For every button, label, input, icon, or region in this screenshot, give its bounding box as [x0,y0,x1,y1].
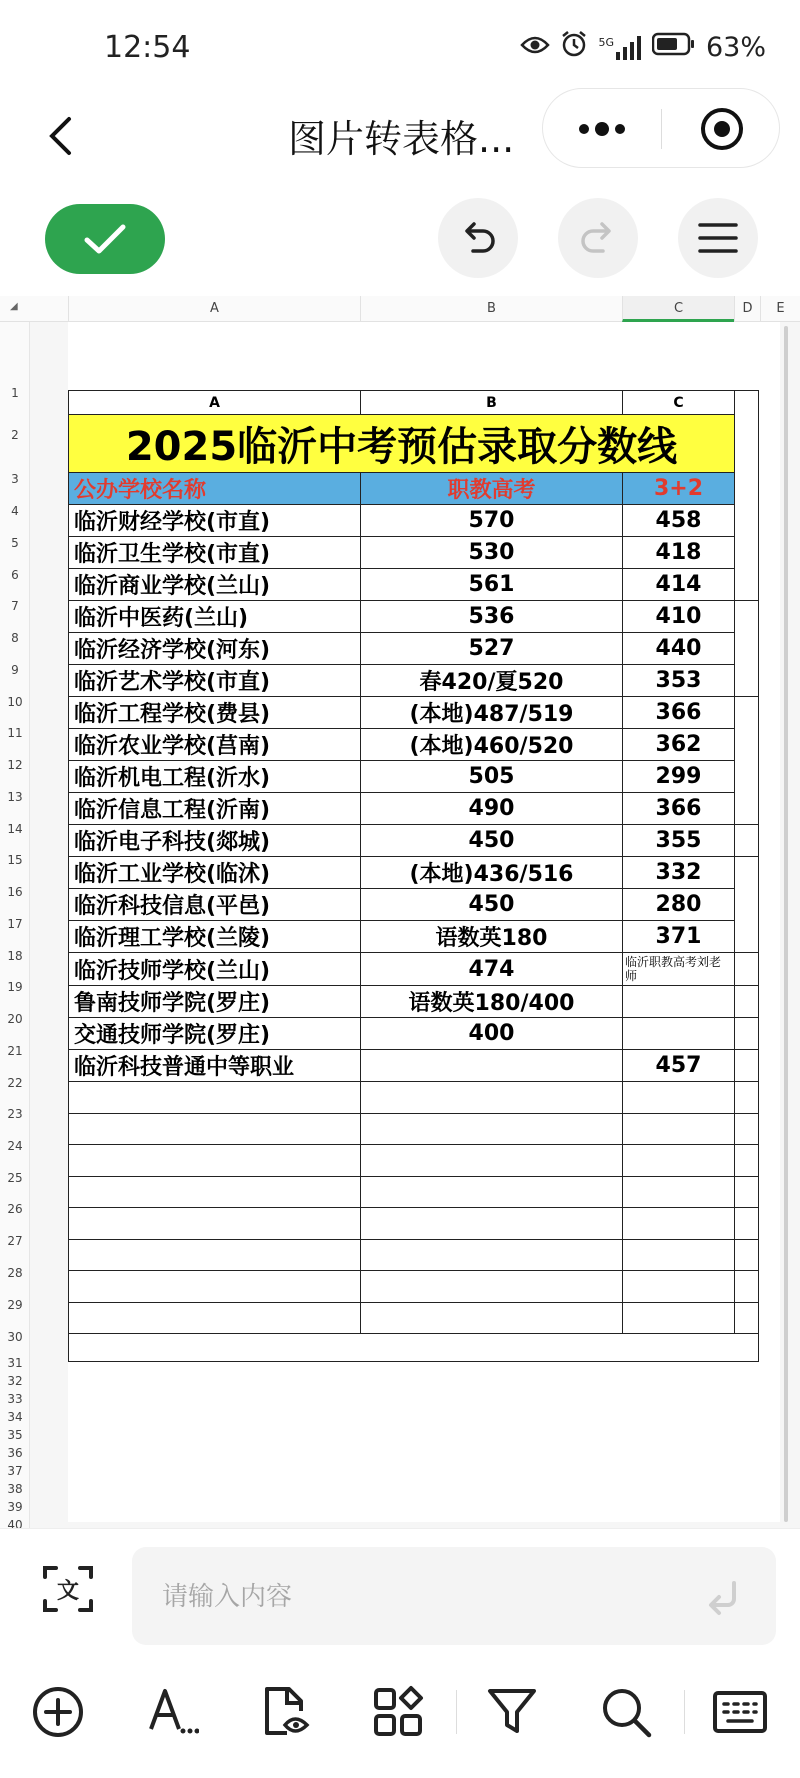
cell[interactable]: 临沂电子科技(郯城) [69,825,361,857]
check-icon [83,222,127,256]
cell[interactable]: (本地)487/519 [361,697,623,729]
row-number[interactable]: 1 [11,386,19,400]
cell[interactable]: 280 [623,889,735,921]
undo-button[interactable] [438,198,518,278]
cell[interactable] [69,1239,361,1271]
row-number[interactable]: 3 [11,472,19,486]
data-table [68,390,759,1362]
table-row [69,1113,759,1145]
row-number[interactable]: 27 [7,1234,23,1248]
cell[interactable]: 505 [361,761,623,793]
cell[interactable] [69,1271,361,1303]
cell[interactable] [623,1082,735,1114]
cell[interactable] [69,1334,759,1362]
row-number[interactable]: 30 [7,1330,23,1344]
preview-button[interactable] [254,1680,318,1744]
cell[interactable]: 临沂商业学校(兰山) [69,569,361,601]
cell[interactable]: 临沂技师学校(兰山) [69,953,361,986]
cell[interactable] [735,857,759,953]
alarm-icon [560,30,588,65]
cell[interactable] [735,953,759,986]
cell[interactable] [623,1176,735,1208]
more-icon [577,122,627,136]
table-row [69,1208,759,1240]
column-header-b[interactable]: B [360,296,622,322]
cell[interactable]: 临沂工业学校(临沭) [69,857,361,889]
row-number[interactable]: 24 [7,1139,23,1153]
cell[interactable]: 570 [361,505,623,537]
row-number[interactable]: 7 [11,599,19,613]
status-bar [0,0,800,96]
row-number[interactable]: 36 [7,1446,23,1460]
cell[interactable]: 语数英180/400 [361,986,623,1018]
cell[interactable] [361,1208,623,1240]
cell[interactable]: 鲁南技师学院(罗庄) [69,986,361,1018]
redo-icon [577,217,619,259]
cell[interactable]: 353 [623,665,735,697]
cell[interactable] [735,601,759,697]
row-number[interactable]: 12 [7,758,23,772]
cell[interactable]: 临沂财经学校(市直) [69,505,361,537]
cell[interactable]: 474 [361,953,623,986]
cell[interactable] [735,391,759,601]
toolbar-divider [684,1690,685,1734]
row-number[interactable]: 18 [7,949,23,963]
row-number[interactable]: 4 [11,504,19,518]
cell[interactable] [623,1239,735,1271]
header [0,88,800,192]
row-number[interactable]: 6 [11,568,19,582]
table-row [69,921,759,953]
cell[interactable]: (本地)460/520 [361,729,623,761]
cell[interactable]: 公办学校名称 [69,473,361,505]
cell[interactable]: 临沂信息工程(沂南) [69,793,361,825]
back-button[interactable] [30,106,90,166]
table-row [69,633,759,665]
cell[interactable] [361,1239,623,1271]
cell[interactable] [623,986,735,1018]
table-row [69,729,759,761]
cell[interactable]: A [69,391,361,415]
table-row [69,761,759,793]
cell[interactable] [69,1145,361,1177]
cell[interactable]: 临沂卫生学校(市直) [69,537,361,569]
row-number[interactable]: 32 [7,1374,23,1388]
table-row [69,1082,759,1114]
cell[interactable]: 400 [361,1018,623,1050]
row-number[interactable]: 8 [11,631,19,645]
cell[interactable]: 362 [623,729,735,761]
menu-button[interactable] [678,198,758,278]
row-number[interactable]: 33 [7,1392,23,1406]
row-number[interactable]: 17 [7,917,23,931]
cell[interactable]: 457 [623,1050,735,1082]
row-number[interactable]: 16 [7,885,23,899]
cell[interactable] [735,1050,759,1082]
cell[interactable] [361,1050,623,1082]
cell[interactable]: 450 [361,889,623,921]
row-number[interactable]: 25 [7,1171,23,1185]
cell[interactable]: 536 [361,601,623,633]
cell[interactable] [69,1208,361,1240]
row-number[interactable]: 34 [7,1410,23,1424]
capsule-divider [661,109,662,149]
cell[interactable] [735,1145,759,1177]
network-label: 5G [598,35,614,49]
cell[interactable] [361,1302,623,1334]
cell[interactable]: 临沂机电工程(沂水) [69,761,361,793]
cell[interactable] [69,1113,361,1145]
status-time: 12:54 [104,30,191,65]
font-icon [145,1685,199,1739]
row-number[interactable]: 14 [7,822,23,836]
table-row [69,1271,759,1303]
table-row [69,1302,759,1334]
table-row [69,953,759,986]
confirm-button[interactable] [45,204,165,274]
row-number[interactable]: 9 [11,663,19,677]
cell[interactable] [735,986,759,1018]
row-header-bar [0,322,30,1528]
row-number[interactable]: 23 [7,1107,23,1121]
row-number[interactable]: 21 [7,1044,23,1058]
row-number[interactable]: 31 [7,1356,23,1370]
cell[interactable] [361,1176,623,1208]
cell[interactable]: 371 [623,921,735,953]
cell[interactable]: (本地)436/516 [361,857,623,889]
apps-icon [371,1685,425,1739]
row-number[interactable]: 37 [7,1464,23,1478]
table-row [69,1050,759,1082]
table-row [69,601,759,633]
cell[interactable]: 414 [623,569,735,601]
battery-icon [652,32,696,63]
cell[interactable]: 临沂理工学校(兰陵) [69,921,361,953]
cell[interactable] [623,1302,735,1334]
apps-button[interactable] [366,1680,430,1744]
chevron-left-icon [47,116,73,156]
page-title: 图片转表格... [288,117,515,161]
row-number[interactable]: 11 [7,726,23,740]
cell[interactable]: 527 [361,633,623,665]
close-button[interactable] [663,89,781,169]
row-number[interactable]: 28 [7,1266,23,1280]
cell[interactable]: 临沂职教高考刘老师 [623,953,735,986]
redo-button[interactable] [558,198,638,278]
cell[interactable]: 366 [623,697,735,729]
cell[interactable] [361,1145,623,1177]
row-number[interactable]: 2 [11,428,19,442]
row-number[interactable]: 10 [7,695,23,709]
search-icon [599,1685,653,1739]
row-number[interactable]: 15 [7,853,23,867]
spreadsheet[interactable] [0,296,800,1528]
cell[interactable]: 临沂中医药(兰山) [69,601,361,633]
row-number[interactable]: 5 [11,536,19,550]
table-row [69,537,759,569]
status-icons [520,30,766,65]
cell[interactable]: 366 [623,793,735,825]
cell[interactable] [735,1271,759,1303]
input-bar [0,1528,800,1648]
cell[interactable]: 临沂工程学校(费县) [69,697,361,729]
cell[interactable] [735,1018,759,1050]
table-row [69,1334,759,1362]
hamburger-icon [698,221,738,255]
table-row [69,391,759,415]
table-row [69,793,759,825]
cell[interactable]: 410 [623,601,735,633]
content-input[interactable] [162,1577,682,1617]
bottom-toolbar [0,1660,800,1778]
column-header-d[interactable]: D [734,296,760,322]
filter-button[interactable] [480,1680,544,1744]
battery-percent: 63% [705,32,766,63]
cell[interactable] [361,1271,623,1303]
column-header-a[interactable]: A [68,296,360,322]
more-button[interactable] [543,89,661,169]
table-row [69,825,759,857]
row-number[interactable]: 40 [7,1518,23,1528]
cell[interactable]: C [623,391,735,415]
cell[interactable] [361,1113,623,1145]
mini-program-capsule [542,88,780,168]
edit-toolbar [0,196,800,286]
content-input-box [132,1547,776,1645]
cell[interactable]: 交通技师学院(罗庄) [69,1018,361,1050]
cell[interactable] [735,697,759,825]
cell[interactable] [735,1113,759,1145]
cell[interactable] [623,1271,735,1303]
cell[interactable]: 418 [623,537,735,569]
row-number[interactable]: 35 [7,1428,23,1442]
search-button[interactable] [594,1680,658,1744]
table-row [69,473,759,505]
cell[interactable]: 450 [361,825,623,857]
cell[interactable]: 490 [361,793,623,825]
cell[interactable]: 临沂艺术学校(市直) [69,665,361,697]
table-row [69,1239,759,1271]
table-row [69,697,759,729]
cell[interactable]: 355 [623,825,735,857]
cell[interactable] [735,1208,759,1240]
table-row [69,415,759,473]
cell[interactable]: 临沂科技普通中等职业 [69,1050,361,1082]
cell[interactable] [623,1018,735,1050]
text-scan-icon [42,1563,94,1615]
row-number[interactable]: 29 [7,1298,23,1312]
file-preview-icon [259,1685,313,1739]
row-number[interactable]: 39 [7,1500,23,1514]
table-row [69,569,759,601]
svg-text:文: 文 [56,1579,80,1604]
select-all-icon[interactable]: ◢ [10,301,18,312]
table-row [69,857,759,889]
cell[interactable]: 3+2 [623,473,735,505]
enter-icon [704,1577,744,1617]
text-scan-button[interactable] [38,1559,98,1619]
row-number[interactable]: 19 [7,980,23,994]
cell[interactable]: 语数英180 [361,921,623,953]
cell[interactable]: 临沂经济学校(河东) [69,633,361,665]
cell[interactable]: 春420/夏520 [361,665,623,697]
cell[interactable] [735,1239,759,1271]
table-row [69,505,759,537]
cell[interactable]: 临沂科技信息(平邑) [69,889,361,921]
column-header-c[interactable]: C [622,296,734,322]
cell[interactable]: 临沂农业学校(莒南) [69,729,361,761]
keyboard-icon [712,1690,768,1734]
cell[interactable] [69,1302,361,1334]
cell[interactable] [735,1176,759,1208]
undo-icon [457,217,499,259]
row-number[interactable]: 26 [7,1202,23,1216]
cell[interactable] [623,1145,735,1177]
cell[interactable]: B [361,391,623,415]
vertical-scrollbar[interactable] [784,326,788,1522]
cell[interactable]: 299 [623,761,735,793]
cell[interactable] [69,1082,361,1114]
table-title-cell[interactable]: 2025临沂中考预估录取分数线 [69,415,735,473]
keyboard-button[interactable] [708,1680,772,1744]
cell[interactable]: 530 [361,537,623,569]
row-number[interactable]: 22 [7,1076,23,1090]
cell[interactable]: 332 [623,857,735,889]
cell[interactable] [735,825,759,857]
cell[interactable] [623,1113,735,1145]
table-row [69,1176,759,1208]
column-header-e[interactable]: E [760,296,800,322]
cell[interactable] [623,1208,735,1240]
plus-circle-icon [31,1685,85,1739]
table-row [69,1018,759,1050]
cell[interactable]: 440 [623,633,735,665]
filter-icon [485,1685,539,1739]
cell[interactable] [69,1176,361,1208]
row-number[interactable]: 13 [7,790,23,804]
eye-icon [520,32,550,63]
table-row [69,889,759,921]
table-row [69,665,759,697]
cell[interactable] [735,1082,759,1114]
row-number[interactable]: 38 [7,1482,23,1496]
cell[interactable] [735,1302,759,1334]
signal-icon [598,36,642,60]
insert-button[interactable] [26,1680,90,1744]
column-header-bar [0,296,800,322]
table-row [69,1145,759,1177]
target-icon [700,107,744,151]
cell[interactable]: 458 [623,505,735,537]
row-number[interactable]: 20 [7,1012,23,1026]
toolbar-divider [456,1690,457,1734]
font-button[interactable] [140,1680,204,1744]
cell[interactable]: 561 [361,569,623,601]
cell[interactable] [361,1082,623,1114]
table-row [69,986,759,1018]
cell[interactable]: 职教高考 [361,473,623,505]
enter-button[interactable] [702,1575,746,1619]
